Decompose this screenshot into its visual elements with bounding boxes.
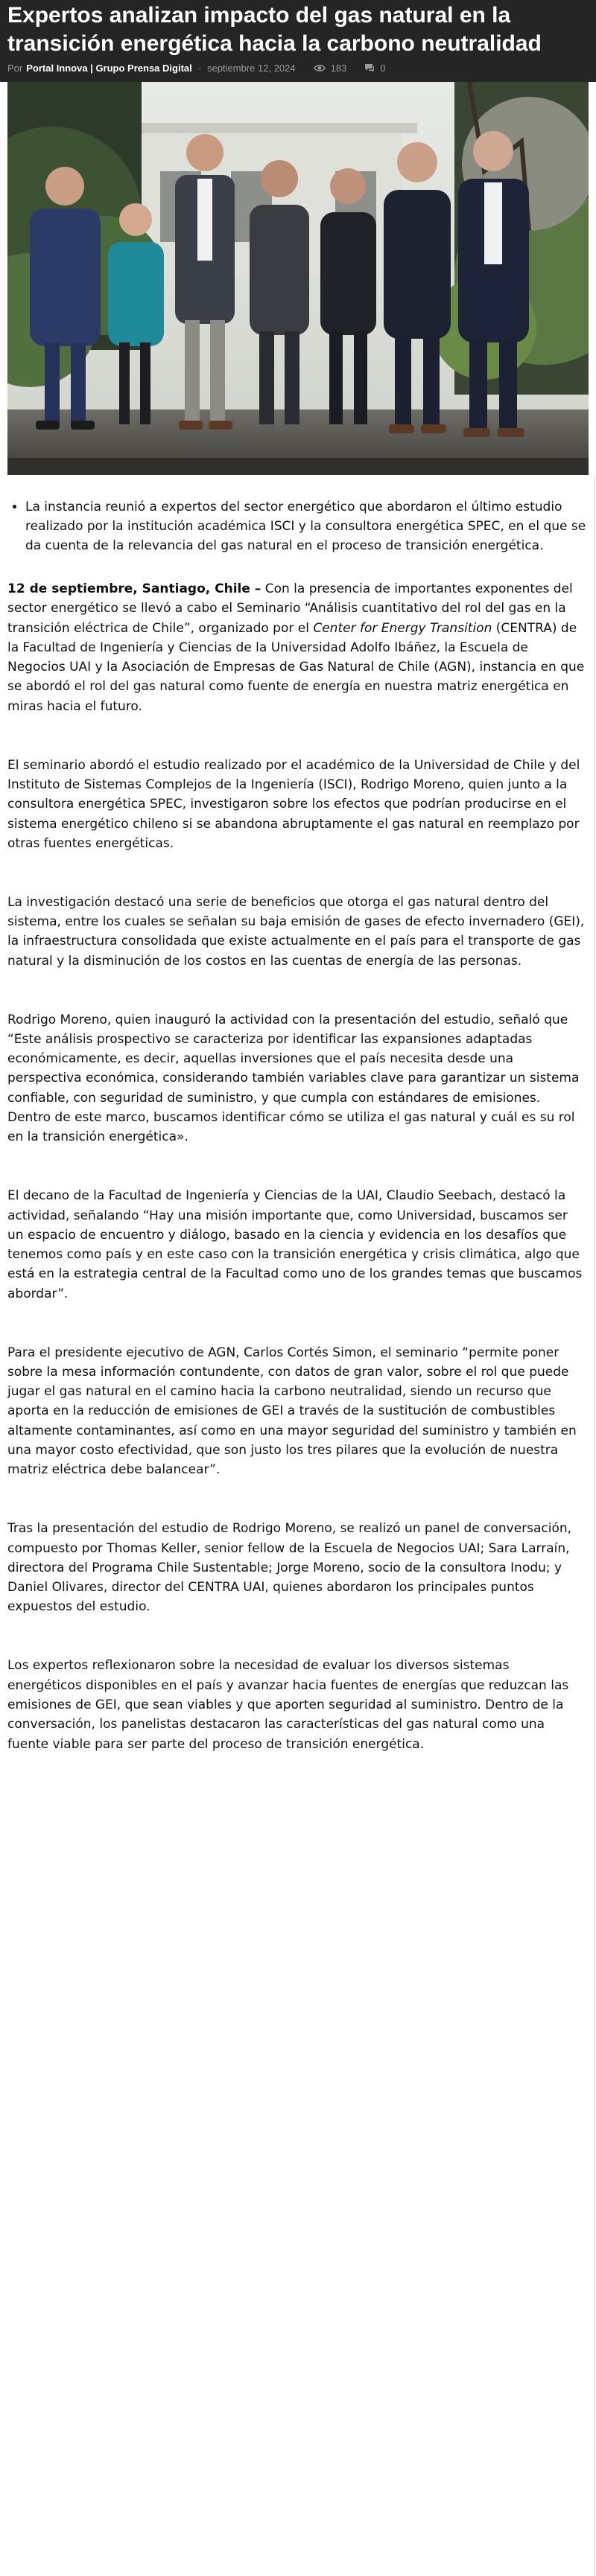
paragraph-5: El decano de la Facultad de Ingeniería y Ciencias de la UAI, Claudio Seebach, destacó la actividad, señalando “Hay una misión importante que, como Universidad, buscamos ser un espacio de encuentro y diálogo, basado en la ciencia y evidencia en los desafíos que tenemos como país y en este caso con la transición energética y crisis climática, algo que está en la estrategia central de la Facultad como uno de los grandes temas que buscamos abordar”. bbox=[7, 1188, 583, 1301]
paragraph-1-text-a: Con la presencia de importantes exponentes del sector energético se llevó a cabo el Seminario “Análisis cuantitativo del rol del gas en la transición eléctrica de Chile”, organizado por el bbox=[7, 581, 573, 636]
summary-bullets bbox=[22, 497, 589, 555]
paragraph-2: El seminario abordó el estudio realizado por el académico de la Universidad de Chile y del Instituto de Sistemas Complejos de la Ingeniería (ISCI), Rodrigo Moreno, quien junto a la consultora energética SPEC, investigaron sobre los efectos que podrían producirse en el sistema energético chileno si se abandona abruptamente el gas natural en reemplazo por otras fuentes energéticas. bbox=[7, 757, 580, 851]
comments-icon bbox=[364, 63, 375, 72]
comments-count[interactable] bbox=[364, 63, 385, 74]
article-title: Expertos analizan impacto del gas natural en la transición energética hacia la carbono neutralidad bbox=[7, 3, 542, 56]
paragraph-1-text-b: (CENTRA) de la Facultad de Ingeniería y Ciencias de la Universidad Adolfo Ibáñez, la Escuela de Negocios UAI y la Asociación de Empresas de Gas Natural de Chile (AGN), instancia en que se abordó el rol del gas natural como fuente de energía en nuestra matriz energética en miras hacia el futuro. bbox=[7, 620, 585, 714]
author-link[interactable]: Portal Innova | Grupo Prensa Digital bbox=[26, 62, 192, 74]
meta-separator: - bbox=[197, 62, 202, 74]
content-divider bbox=[594, 476, 595, 2576]
article-header bbox=[0, 0, 596, 82]
eye-icon bbox=[314, 64, 326, 72]
views-count bbox=[314, 63, 347, 74]
article-meta bbox=[7, 61, 386, 74]
article-body bbox=[7, 579, 587, 1793]
center-name: Center for Energy Transition bbox=[313, 620, 492, 636]
summary-bullet: • La instancia reunió a expertos del sector energético que abordaron el último estudio realizado por la institución académica ISCI y la consultora energética SPEC, en el que se da cuenta de la relevancia del gas natural en el proceso de transición energética. bbox=[25, 497, 589, 555]
comments-value: 0 bbox=[380, 62, 386, 74]
group-photo bbox=[7, 82, 589, 475]
byline-label: Por bbox=[7, 62, 23, 74]
paragraph-7: Tras la presentación del estudio de Rodrigo Moreno, se realizó un panel de conversación, compuesto por Thomas Keller, senior fellow de la Escuela de Negocios UAI; Sara Larraín, directora del Programa Chile Sustentable; Jorge Moreno, socio de la consultora Inodu; y Daniel Olivares, director del CENTRA UAI, quienes abordaron los principales puntos expuestos del estudio. bbox=[7, 1521, 572, 1615]
publish-date: septiembre 12, 2024 bbox=[207, 62, 296, 74]
paragraph-4: Rodrigo Moreno, quien inauguró la actividad con la presentación del estudio, señaló que “Este análisis prospectivo se caracteriza por identificar las expansiones adaptadas económicamente, es decir, aquellas inversiones que el país necesita desde una perspectiva económica, considerando también variables clave para garantizar un sistema confiable, con seguridad de suministro, y que cumpla con estándares de emisiones. Dentro de este marco, buscamos identificar cómo se utiliza el gas natural y cuál es su rol en la transición energética». bbox=[7, 1012, 580, 1145]
dateline: 12 de septiembre, Santiago, Chile – bbox=[7, 581, 261, 596]
hero-image bbox=[7, 82, 589, 475]
paragraph-8: Los expertos reflexionaron sobre la necesidad de evaluar los diversos sistemas energéticos disponibles en el país y avanzar hacia fuentes de energías que reduzcan las emisiones de GEI, que sean viables y que aporten seguridad al suministro. Dentro de la conversación, los panelistas destacaron las características del gas natural como una fuente viable para ser parte del proceso de transición energética. bbox=[7, 1658, 569, 1752]
paragraph-1 bbox=[7, 579, 587, 716]
views-value: 183 bbox=[330, 62, 347, 74]
paragraph-3: La investigación destacó una serie de beneficios que otorga el gas natural dentro del sistema, entre los cuales se señalan su baja emisión de gases de efecto invernadero (GEI), la infraestructura consolidada que existe actualmente en el país para el transporte de gas natural y la disminución de los costos en las cuentas de energía de las personas. bbox=[7, 894, 585, 969]
paragraph-6: Para el presidente ejecutivo de AGN, Carlos Cortés Simon, el seminario “permite poner sobre la mesa información contundente, con datos de gran valor, sobre el rol que puede jugar el gas natural en el camino hacia la carbono neutralidad, siendo un recurso que aporta en la reducción de emisiones de GEI a través de la sustitución de combustibles altamente contaminantes, así como en una mayor seguridad del suministro y también en una mayor costo efectividad, que son justo los tres pilares que la evolución de nuestra matriz eléctrica debe balancear”. bbox=[7, 1345, 577, 1478]
